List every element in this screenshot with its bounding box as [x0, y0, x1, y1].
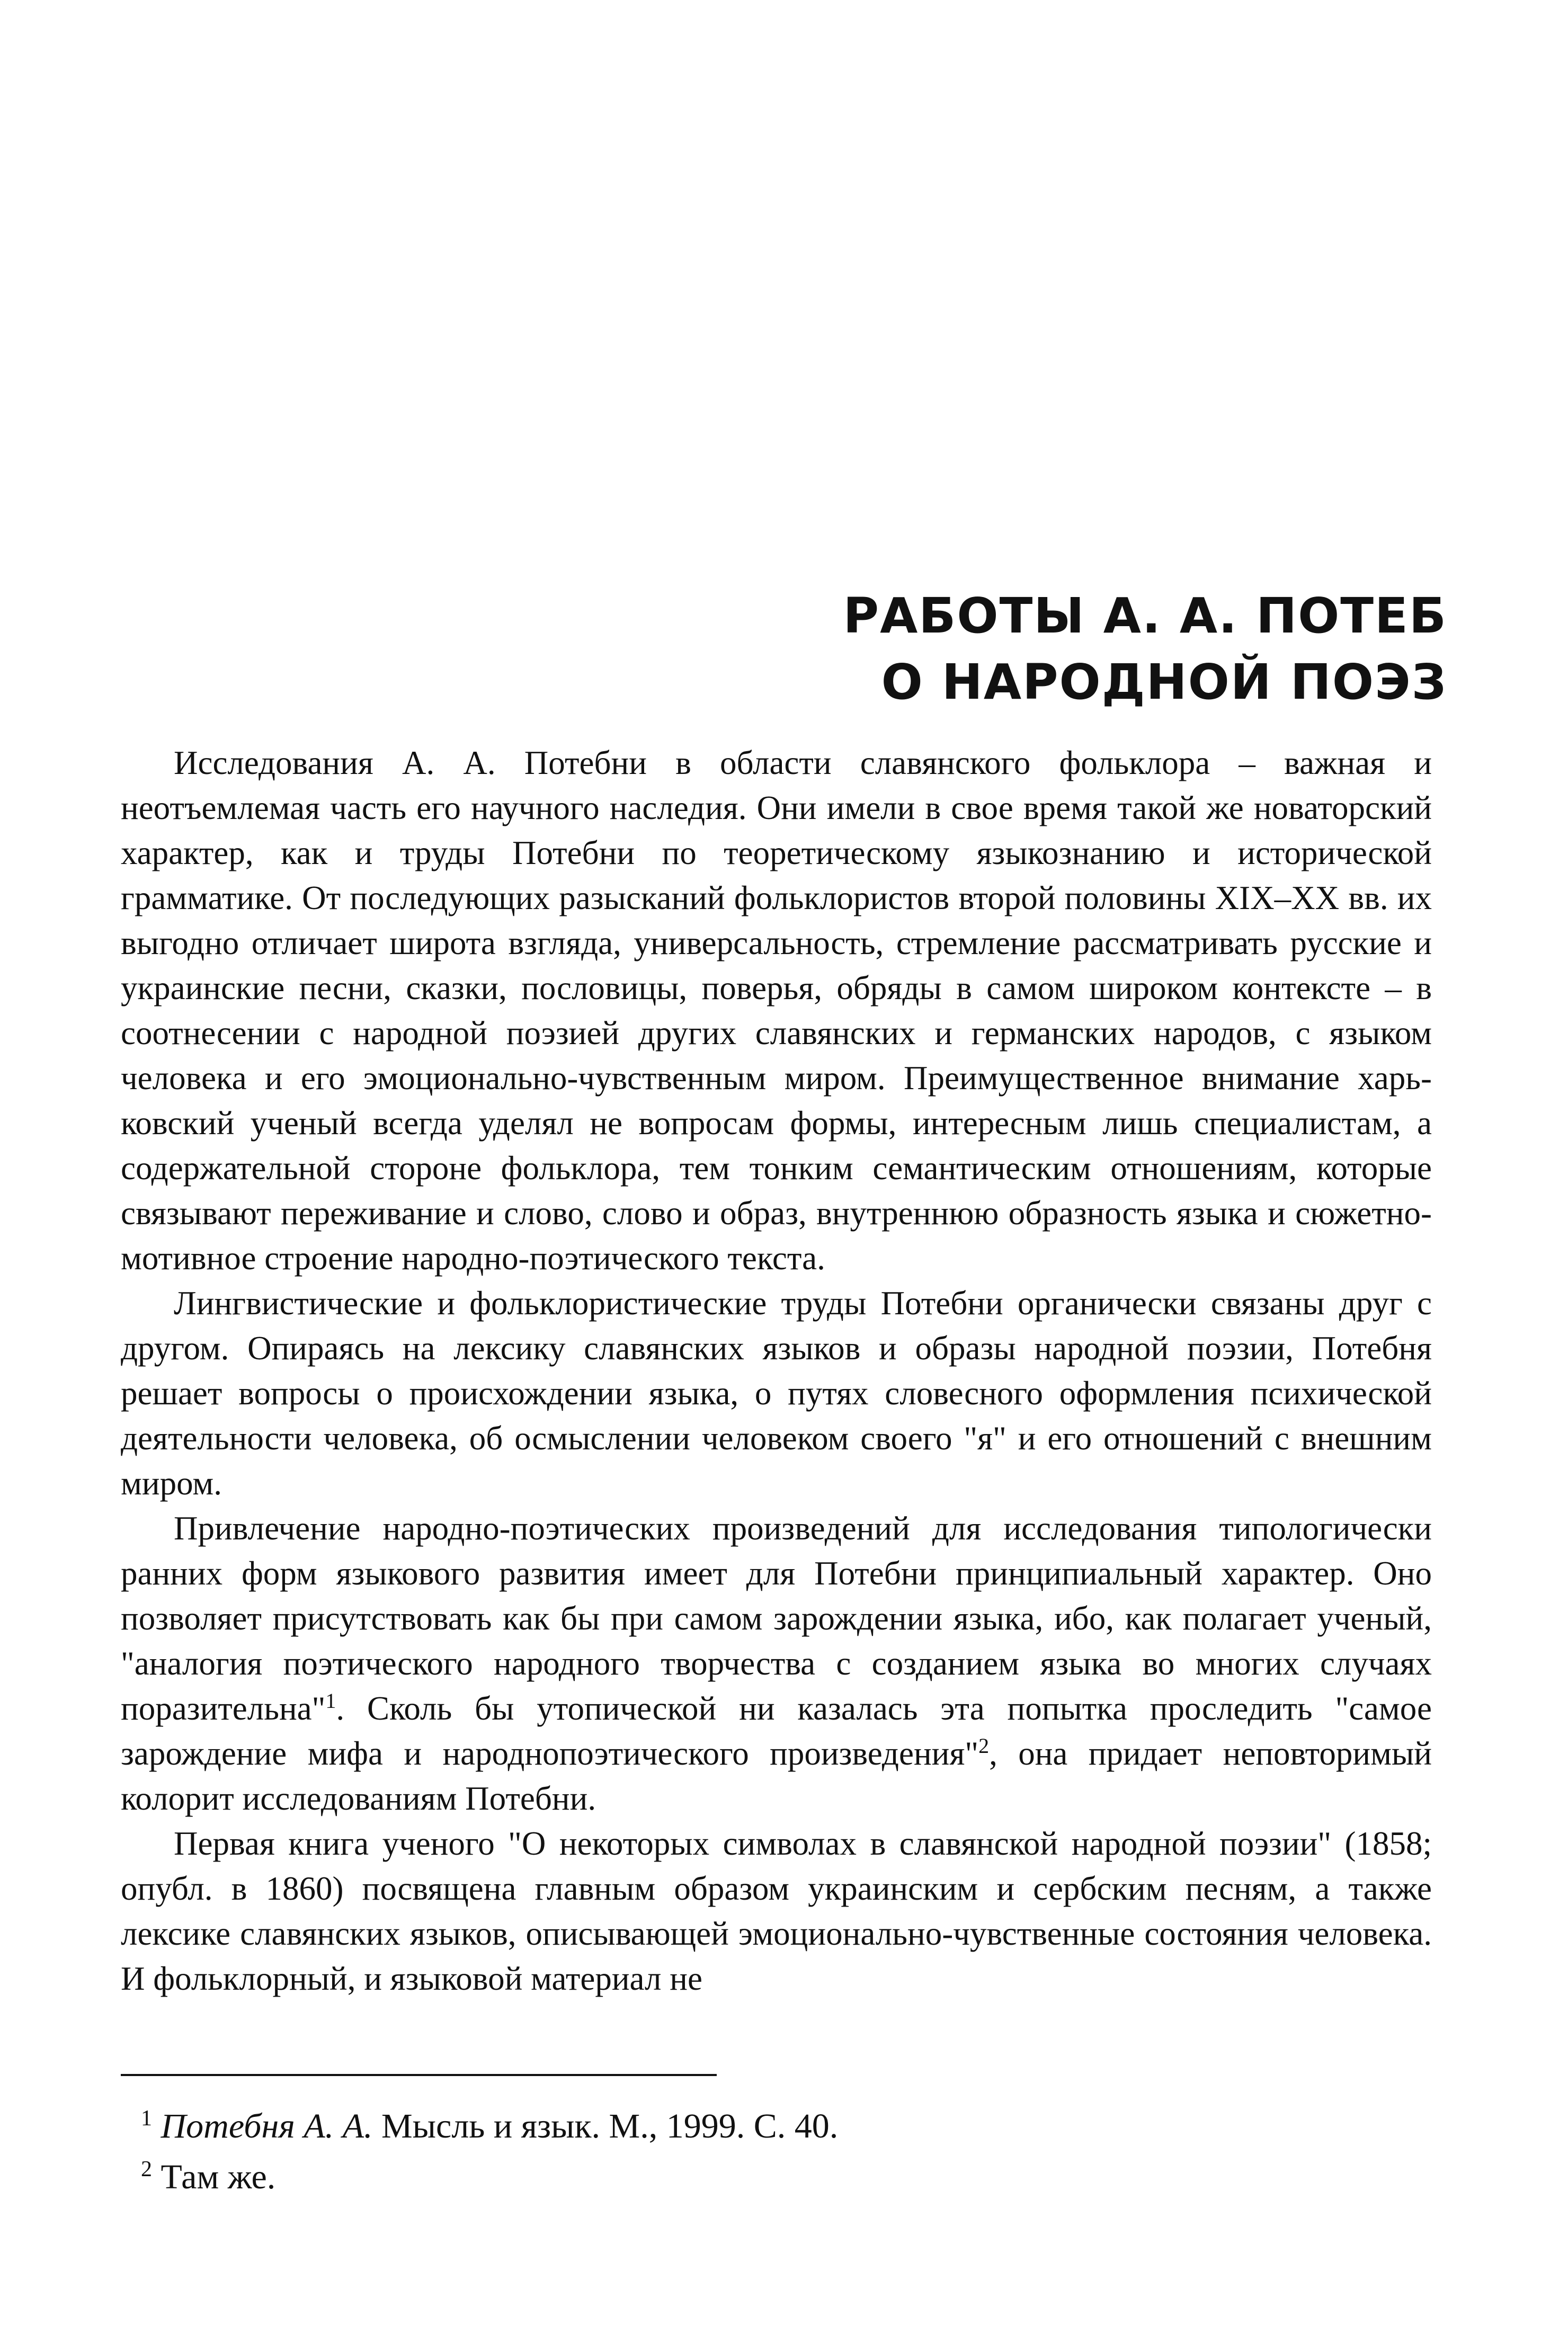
footnote-ref-1: 1 [325, 1689, 336, 1713]
title-line-1: РАБОТЫ А. А. ПОТЕБ [843, 587, 1447, 644]
footnote-divider [121, 2074, 717, 2076]
paragraph-3-text-a: Привлечение народно-поэтических произведений для исследования типологически ранних форм языкового развития имеет для Потебни принципиальный характер. Оно позволяет присутствовать как бы при самом зарождении языка, ибо, как полагает ученый, "аналогия поэтического народного творчества с созданием языка во многих случаях поразительна" [121, 1510, 1432, 1727]
footnote-1-number: 1 [141, 2106, 152, 2131]
paragraph-1-text: Исследования А. А. Потебни в области славянского фольклора – важная и неотъемлемая часть его научного наследия. Они имели в свое время такой же новаторский характер, как и труды Потебни по теоретическому языкознанию и исторической грамматике. От последующих разысканий фольклористов второй половины XIX–XX вв. их выгодно отличает широта взгляда, универсальность, стремление рассматривать русские и украинские песни, сказки, пословицы, поверья, обряды в самом широком контексте – в соотнесении с народной поэзией других славянских и германских народов, с языком человека и его эмоционально-чувственным миром. Преимущественное внимание харьковский ученый всегда уделял не вопросам формы, интересным лишь специалистам, а содержательной стороне фольклора, тем тонким семантическим отношениям, которые связывают переживание и слово, слово и образ, внутреннюю образность языка и сюжетно-мотивное строение народно-поэтического текста. [121, 744, 1432, 1277]
paragraph-2-text: Лингвистические и фольклористические труды Потебни органически связаны друг с другом. Опираясь на лексику славянских языков и образы народной поэзии, Потебня решает вопросы о происхождении языка, о путях словесного оформления психической деятельности человека, об осмыслении человеком своего "я" и его отношений с внешним миром. [121, 1285, 1432, 1502]
footnote-2-number: 2 [141, 2157, 152, 2181]
footnotes [141, 2101, 1359, 2203]
paragraph-3 [121, 1506, 1432, 1821]
paragraph-4 [121, 1821, 1432, 2001]
footnote-2 [141, 2152, 1359, 2203]
footnote-1-author: Потебня А. А. [161, 2107, 373, 2145]
paragraph-3-text-b: . Сколь бы утопической ни казалась эта попытка проследить "самое зарождение мифа и народнопоэтического произведения" [121, 1690, 1432, 1772]
footnote-1-text: Мысль и язык. М., 1999. С. 40. [381, 2107, 839, 2145]
paragraph-4-text: Первая книга ученого "О некоторых символах в славянской народной поэзии" (1858; опубл. в 1860) посвящена главным образом украинским и сербским песням, а также лексике славянских языков, описывающей эмоционально-чувственные состояния человека. И фольклорный, и языковой материал не [121, 1825, 1432, 1997]
paragraph-2 [121, 1281, 1432, 1506]
footnote-ref-2: 2 [978, 1734, 990, 1758]
page-title [600, 583, 1447, 715]
paragraph-3-text-c: , она придает неповторимый колорит исследованиям Потебни. [121, 1735, 1432, 1817]
footnote-1 [141, 2101, 1359, 2152]
footnote-2-text: Там же. [161, 2158, 276, 2196]
title-line-2: О НАРОДНОЙ ПОЭЗ [881, 654, 1447, 710]
paragraph-1 [121, 741, 1432, 1281]
body-text [121, 741, 1432, 2001]
